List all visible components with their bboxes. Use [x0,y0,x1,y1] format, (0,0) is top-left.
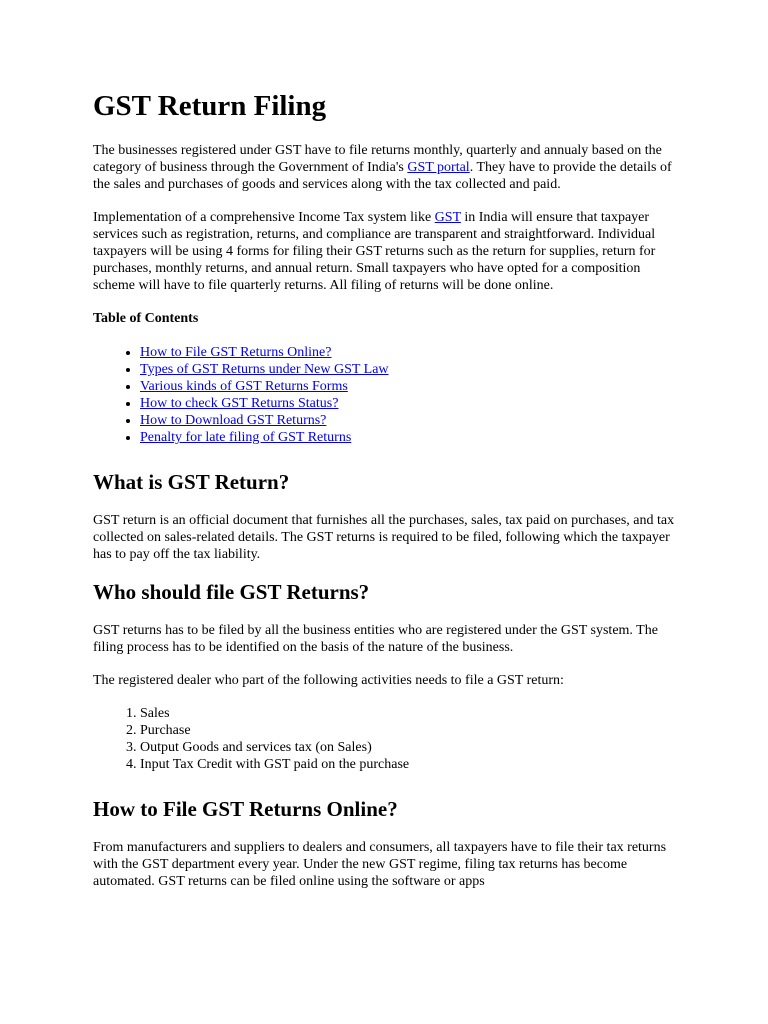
gst-portal-link[interactable]: GST portal [407,160,470,175]
section2-paragraph-1: GST returns has to be filed by all the business entities who are registered under the GST system. The filing process has to be identified on the basis of the nature of the business. [93,623,658,655]
section2-paragraph-2: The registered dealer who part of the following activities needs to file a GST return: [93,673,564,688]
intro-paragraph-2 [93,209,678,294]
activities-list [93,705,678,773]
intro-p1-text: The businesses registered under GST have to file returns monthly, quarterly and annualy based on the category of business through the Government of India's [93,143,662,175]
list-item: 2. Purchase [140,722,678,739]
list-item: 1. Sales [140,705,678,722]
intro-p2-text-end: in India will ensure that taxpayer services such as registration, returns, and compliance are transparent and straightforward. Individual taxpayers will be using 4 forms for filing their GST returns such as the return for supplies, return for purchases, monthly returns, and annual return. Small taxpayers who have opted for a composition scheme will have to file quarterly returns. All filing of returns will be done online. [93,210,656,293]
intro-p1-text-end: . They have to provide the details of the sales and purchases of goods and services along with the tax collected and paid. [93,160,672,192]
toc-link-penalty[interactable]: Penalty for late filing of GST Returns [140,430,352,445]
section-heading-how-to-file: How to File GST Returns Online? [93,797,398,821]
toc-link-status[interactable]: How to check GST Returns Status? [140,396,339,411]
toc-link-download[interactable]: How to Download GST Returns? [140,413,327,428]
toc-item [140,429,678,446]
gst-link[interactable]: GST [434,210,461,225]
list-item: 4. Input Tax Credit with GST paid on the purchase [140,756,678,773]
toc-title: Table of Contents [93,311,199,326]
section-heading-who-should: Who should file GST Returns? [93,580,370,604]
toc-item [140,344,678,361]
intro-p2-text: Implementation of a comprehensive Income Tax system like [93,210,435,225]
list-item: 3. Output Goods and services tax (on Sales) [140,739,678,756]
section-heading-what-is: What is GST Return? [93,470,290,494]
toc-item [140,361,678,378]
document-page [93,88,678,906]
toc-link-types[interactable]: Types of GST Returns under New GST Law [140,362,389,377]
toc-list [93,344,678,446]
toc-link-file-online[interactable]: How to File GST Returns Online? [140,345,332,360]
toc-item [140,378,678,395]
section3-paragraph: From manufacturers and suppliers to dealers and consumers, all taxpayers have to file their tax returns with the GST department every year. Under the new GST regime, filing tax returns has become automated. GST returns can be filed online using the software or apps [93,840,667,889]
page-title: GST Return Filing [93,90,327,122]
section1-paragraph: GST return is an official document that furnishes all the purchases, sales, tax paid on purchases, and tax collected on sales-related details. The GST returns is required to be filed, following which the taxpayer has to pay off the tax liability. [93,513,675,562]
intro-paragraph-1 [93,142,678,193]
toc-item [140,395,678,412]
toc-item [140,412,678,429]
toc-link-forms[interactable]: Various kinds of GST Returns Forms [140,379,348,394]
